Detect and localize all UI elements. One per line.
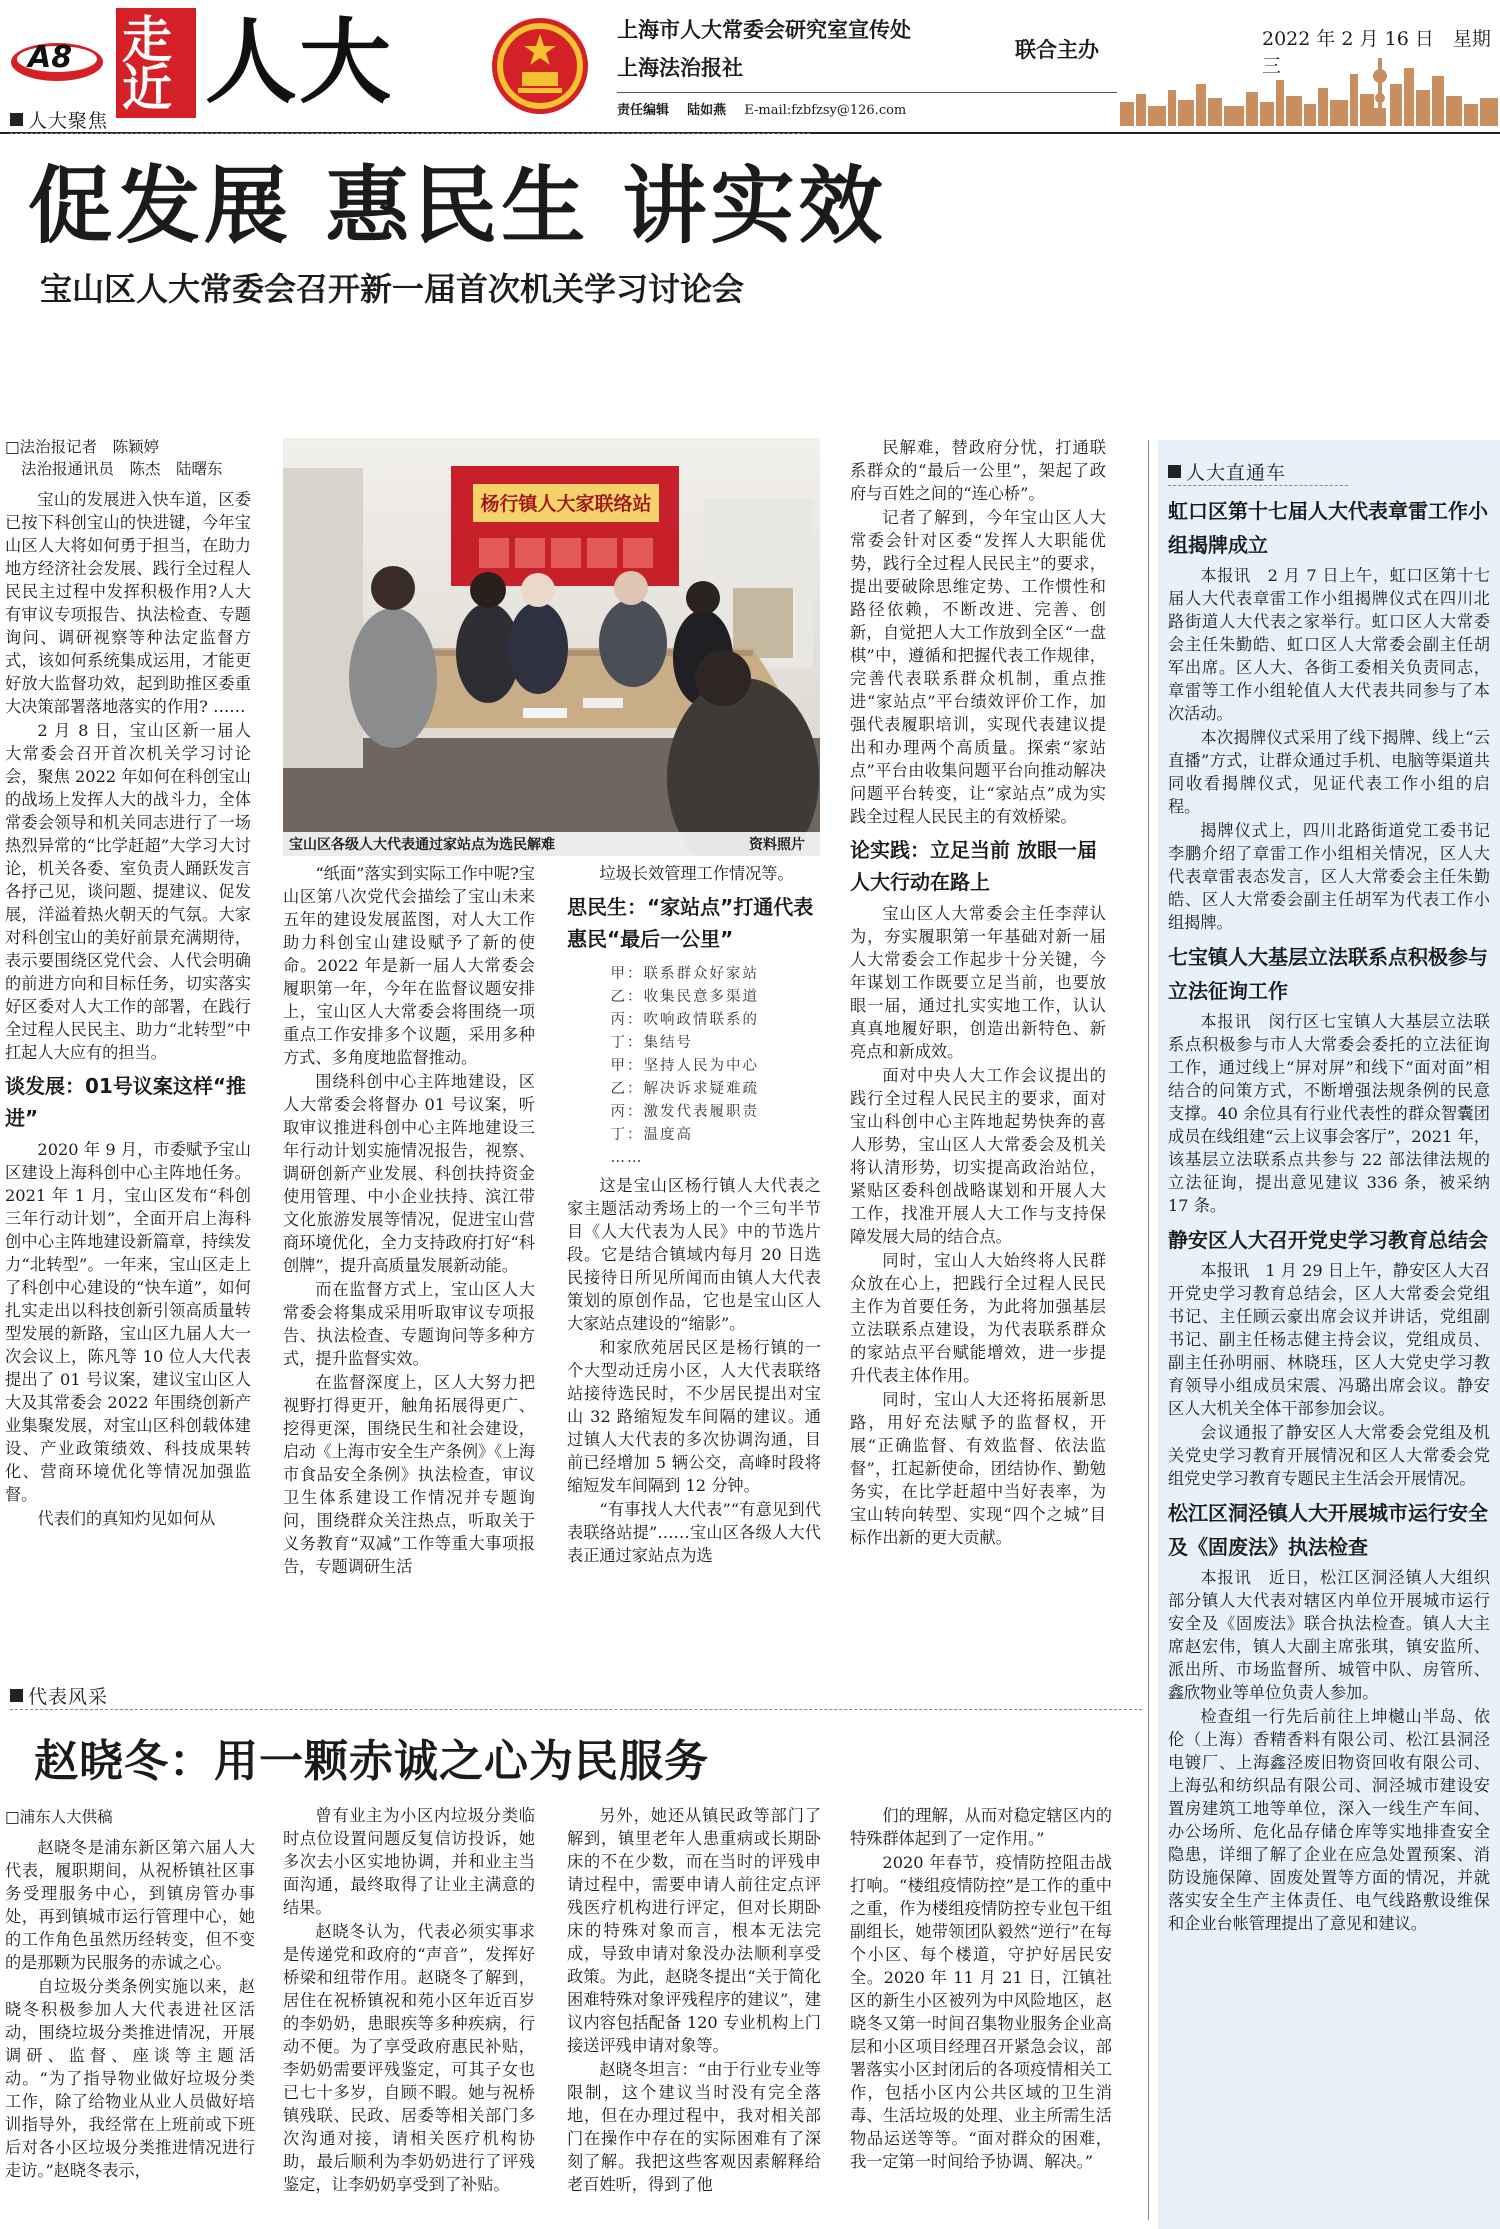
paragraph: 同时，宝山人大始终将人民群众放在心上，把践行全过程人民民主作为首要任务，为此将加强基层立法联系点建设，为代表联系群众的家站点平台赋能增效，进一步提升代表主体作用。 (850, 1251, 1106, 1385)
poem-line: 丁：温度高 (610, 1127, 693, 1143)
paragraph: 2020 年春节，疫情防控阻击战打响。“楼组疫情防控”是工作的重中之重，作为楼组疫情防控专业包干组副组长，她带领团队毅然“逆行”在每个小区、每个楼道，守护好居民安全。2020 年 11 月 21 日，江镇社区的新生小区被列为中风险地区，赵晓冬又第一时间召集物业服务企业高层和小区项目经理召开紧急会议，部署落实小区封闭后的各项疫情相关工作，包括小区内公共区域的卫生消毒、生活垃圾的处理、业主所需生活物品运送等等。“面对群众的困难，我一定第一时间给予协调、解决。” (850, 1853, 1112, 2171)
photo-caption: 宝山区各级人大代表通过家站点为选民解难 (289, 837, 555, 853)
sidebar-paragraph: 本报讯 2 月 7 日上午，虹口区第十七届人大代表章雷工作小组揭牌仪式在四川北路街道人大代表之家举行。虹口区人大常委会主任朱勤皓、虹口区人大常委会副主任胡军出席。区人大、各街工委相关负责同志，章雷等工作小组轮值人大代表共同参与了本次活动。 (1168, 566, 1490, 723)
paragraph: “纸面”落实到实际工作中呢?宝山区第八次党代会描绘了宝山未来五年的建设发展蓝图，对人大工作助力科创宝山建设赋予了新的使命。2022 年是新一届人大常委会履职第一年，今年在监督议题安排上，宝山区人大常委会将围绕一项重点工作安排多个议题，采用多种方式、多角度地监督推动。 (283, 864, 535, 1067)
lead-byline (5, 436, 255, 480)
org-line-2: 上海法治报社 (617, 56, 743, 80)
sidebar-paragraph: 检查组一行先后前往上坤樾山半岛、依伦（上海）香精香料有限公司、松江县洞泾电镀厂、上海鑫泾废旧物资回收有限公司、上海弘和纺织品有限公司、洞泾城市建设安置房建筑工地等单位，深入一线生产车间、办公场所、危化品存储仓库等实地排查安全隐患，详细了解了企业在应急处置预案、消防设施保障、固废处置等方面的情况，并就落实安全生产主体责任、电气线路敷设维保和企业台帐管理提出了意见和建议。 (1168, 1707, 1490, 1933)
paragraph: 赵晓冬是浦东新区第六届人大代表，履职期间，从祝桥镇社区事务受理服务中心，到镇房管办事处，再到镇城市运行管理中心，她的工作角色虽然历经转变，但不变的是那颗为民服务的赤诚之心。 (5, 1838, 255, 1972)
paragraph: 赵晓冬认为，代表必须实事求是传递党和政府的“声音”，发挥好桥梁和纽带作用。赵晓冬了解到，居住在祝桥镇祝和苑小区年近百岁的李奶奶，患眼疾等多种疾病，行动不便。为了享受政府惠民补贴，李奶奶需要评残鉴定，可其子女也已七十多岁，自顾不暇。她与祝桥镇残联、民政、居委等相关部门多次沟通对接，请相关医疗机构协助，最后顺利为李奶奶进行了评残鉴定，让李奶奶享受到了补贴。 (283, 1922, 535, 2194)
paragraph: 曾有业主为小区内垃圾分类临时点位设置问题反复信访投诉，她多次去小区实地协调，并和业主当面沟通，最终取得了让业主满意的结果。 (283, 1806, 535, 1917)
emblem-icon (490, 16, 590, 116)
sidebar-paragraph: 本报讯 近日，松江区洞泾镇人大组织部分镇人大代表对辖区内单位开展城市运行安全及《固废法》联合执法检查。镇人大主席赵宏伟，镇人大副主席张琪，镇安监所、派出所、市场监督所、城管中队、房管所、鑫欣物业等单位负责人参加。 (1168, 1568, 1490, 1702)
paragraph: 围绕科创中心主阵地建设，区人大常委会将督办 01 号议案，听取审议推进科创中心主阵地建设三年行动计划实施情况报告，视察、调研创新产业发展、科创扶持资金使用管理、中小企业扶持、滨江带文化旅游发展等情况，促进宝山营商环境优化，全力支持政府打好“科创牌”，提升高质量发展新动能。 (283, 1072, 535, 1275)
section-square-icon (1168, 465, 1181, 478)
paragraph: 这是宝山区杨行镇人大代表之家主题活动秀场上的一个三句半节目《人大代表为人民》中的节选片段。它是结合镇域内每月 20 日选民接待日所见所闻而由镇人大代表策划的原创作品，它也是宝山区人大家站点建设的“缩影”。 (567, 1176, 821, 1333)
meeting-photo (283, 438, 820, 856)
sidebar-paragraph: 揭牌仪式上，四川北路街道党工委书记李鹏介绍了章雷工作小组相关情况，区人大代表章雷表态发言，区人大常委会主任朱勤皓、区人大常委会副主任胡军为代表工作小组揭牌。 (1168, 821, 1490, 932)
skyline-graphic (1120, 54, 1498, 126)
paragraph: 们的理解，从而对稳定辖区内的特殊群体起到了一定作用。” (850, 1806, 1112, 1848)
sidebar-paragraph: 会议通报了静安区人大常委会党组及机关党史学习教育开展情况和区人大常委会党组党史学习教育专题民主生活会开展情况。 (1168, 1423, 1490, 1488)
paragraph: 民解难，替政府分忧，打通联系群众的“最后一公里”，架起了政府与百姓之间的“连心桥”。 (850, 438, 1106, 503)
rep-byline: □浦东人大供稿 (5, 1808, 113, 1826)
paragraph: 面对中央人大工作会议提出的践行全过程人民民主的要求，面对宝山科创中心主阵地起势快奔的喜人形势，宝山区人大常委会及机关将认清形势，切实提高政治站位，紧贴区委科创战略谋划和开展人大工作，找准开展人大工作与支持保障发展大局的结合点。 (850, 1066, 1106, 1246)
section-tag-rep (10, 1680, 1142, 1710)
sidebar-item-title: 松江区洞泾镇人大开展城市运行安全及《固废法》执法检查 (1168, 1501, 1488, 1559)
poem-line: 丙：吹响政情联系的 (610, 1012, 759, 1028)
lead-column-3 (567, 862, 821, 1634)
renda-title: 人大 (205, 9, 394, 116)
paragraph: 2020 年 9 月，市委赋予宝山区建设上海科创中心主阵地任务。2021 年 1 月，宝山区发布“科创三年行动计划”，全面开启上海科创中心主阵地建设新篇章，持续发力“北转型”。一年来，宝山区走上了科创中心建设的“快车道”，如何扎实走出以科技创新引领高质量转型发展的新路，宝山区九届人大一次会议上，陈凡等 10 位人大代表提出了 01 号议案，建议宝山区人大及其常委会 2022 年围绕创新产业集聚发展，对宝山区科创载体建设、产业政策绩效、科技成果转化、营商环境优化等情况加强监督。 (5, 1140, 251, 1504)
editor-label: 责任编辑 (617, 103, 670, 118)
national-emblem (490, 16, 590, 116)
paragraph: 而在监督方式上，宝山区人大常委会将集成采用听取审议专项报告、执法检查、专题询问等多种方式，提升监督实效。 (283, 1280, 535, 1368)
paragraph: 在监督深度上，区人大努力把视野打得更开，触角拓展得更广、挖得更深，围绕民生和社会建设，启动《上海市安全生产条例》《上海市食品安全条例》执法检查，审议卫生体系建设工作情况并专题询问，围绕群众关注热点，听取关于义务教育“双减”工作等重大事项报告，专题调研生活 (283, 1373, 535, 1576)
date-line: 2022 年 2 月 16 日 星期三 (1262, 28, 1491, 77)
section-tag-sidebar (1168, 456, 1348, 486)
rep-column-2 (283, 1804, 535, 2229)
zoujin-char-1: 走 (122, 11, 172, 69)
paragraph: 垃圾长效管理工作情况等。 (599, 864, 794, 883)
editor-name: 陆如燕 (687, 103, 727, 118)
paragraph: 和家欣苑居民区是杨行镇的一个大型动迁房小区，人大代表联络站接待选民时，不少居民提出对宝山 32 路缩短发车间隔的建议。通过镇人大代表的多次协调沟通，目前已经增加 5 辆公交，高峰时段将缩短发车间隔到 12 分钟。 (567, 1338, 821, 1495)
rep-column-1 (5, 1836, 255, 2229)
poem-line: 丙：激发代表履职责 (610, 1104, 759, 1120)
lead-column-4 (850, 436, 1106, 1634)
paragraph: 代表们的真知灼见如何从 (37, 1509, 216, 1528)
paragraph: “有事找人大代表”“有意见到代表联络站提”……宝山区各级人大代表正通过家站点为选 (567, 1500, 821, 1565)
page-number-badge (8, 26, 106, 92)
sidebar-paragraph: 本报讯 1 月 29 日上午，静安区人大召开党史学习教育总结会，区人大常委会党组书记、主任顾云豪出席会议并讲话，党组副书记、副主任杨志健主持会议，党组成员、副主任孙明丽、林晓珏，区人大党史学习教育领导小组成员宋震、冯璐出席会议。静安区人大机关全体干部参加会议。 (1168, 1261, 1490, 1418)
photo-credit: 资料照片 (749, 837, 805, 853)
sidebar-item-title: 虹口区第十七届人大代表章雷工作小组揭牌成立 (1168, 499, 1488, 557)
skyline-icon (1120, 54, 1498, 126)
paragraph: 另外，她还从镇民政等部门了解到，镇里老年人患重病或长期卧床的不在少数，而在当时的评残申请过程中，需要申请人前往定点评残医疗机构进行评定，但对长期卧床的特殊对象而言，根本无法完成，导致申请对象没办法顺利享受政策。为此，赵晓冬提出“关于简化困难特殊对象评残程序的建议”，建议内容包括配备 120 专业机构上门接送评残申请对象等。 (567, 1806, 821, 2055)
paragraph: 自垃圾分类条例实施以来，赵晓冬积极参加人大代表进社区活动，围绕垃圾分类推进情况，开展调研、监督、座谈等主题活动。“为了指导物业做好垃圾分类工作，除了给物业从业人员做好培训指导外，我经常在上班前或下班后对各小区垃圾分类推进情况进行走访。”赵晓冬表示， (5, 1977, 255, 2180)
lead-column-1 (5, 488, 251, 1634)
rep-headline: 赵晓冬：用一颗赤诚之心为民服务 (34, 1736, 709, 1787)
sidebar-item-title: 七宝镇人大基层立法联系点积极参与立法征询工作 (1168, 945, 1488, 1003)
zoujin-char-2: 近 (122, 59, 172, 117)
poem-line: 乙：解决诉求疑难疏 (610, 1081, 759, 1097)
poem-line: …… (610, 1150, 644, 1166)
poem-line: 乙：收集民意多渠道 (610, 989, 759, 1005)
section-square-icon (10, 1689, 23, 1702)
lead-column-2 (283, 862, 535, 1634)
sidebar-item-title: 静安区人大召开党史学习教育总结会 (1168, 1228, 1488, 1252)
section-tag-label: 人大聚焦 (28, 109, 109, 132)
rep-section-label: 代表风采 (28, 1685, 109, 1708)
poem-line: 丁：集结号 (610, 1035, 693, 1051)
lead-subhead-livelihood: 思民生：“家站点”打通代表惠民“最后一公里” (567, 895, 814, 951)
lead-subhead: 宝山区人大常委会召开新一届首次机关学习讨论会 (40, 270, 745, 308)
lead-photo (283, 438, 820, 856)
sidebar-paragraph: 本报讯 闵行区七宝镇人大基层立法联系点积极参与市人大常委会委托的立法征询工作，通过线上“屏对屏”和线下“面对面”相结合的问策方式，不断增强法规条例的民意支撑。40 余位具有行业代表性的群众智囊团成员在线组建“云上议事会客厅”，2021 年，该基层立法联系点共参与 22 部法律法规的立法征询，提出意见建议 336 条，被采纳 17 条。 (1168, 1012, 1490, 1215)
zoujin-block (116, 8, 196, 118)
paragraph: 宝山的发展进入快车道，区委已按下科创宝山的快进键，今年宝山区人大将如何勇于担当，在助力地方经济社会发展、践行全过程人民民主过程中发挥积极作用?人大有审议专项报告、执法检查、专题询问、调研视察等种法定监督方式，该如何系统集成运用，才能更好放大监督功效，起到助推区委重大决策部署落地落实的作用? …… (5, 490, 251, 716)
photo-banner-text: 杨行镇人大家联络站 (480, 493, 652, 515)
paragraph: 2 月 8 日，宝山区新一届人大常委会召开首次机关学习讨论会，聚焦 2022 年如何在科创宝山的战场上发挥人大的战斗力，全体常委会领导和机关同志进行了一场热烈异常的“比学赶超”大学习大讨论，机关各委、室负责人踊跃发言各抒己见，谈问题、提建议、促发展，洋溢着热火朝天的气氛。大家对科创宝山的美好前景充满期待，表示要围绕区党代会、人代会明确的前进方向和目标任务，切实落实好区委对人大工作的部署，在践行全过程人民民主、助力“北转型”中扛起人大应有的担当。 (5, 721, 251, 1062)
paragraph: 宝山区人大常委会主任李萍认为，夯实履职第一年基础对新一届人大常委会工作起步十分关键，今年谋划工作既要立足当前，也要放眼一届，通过扎实实地工作，认认真真地履好职，创造出新特色、新亮点和新成效。 (850, 904, 1106, 1061)
byline-correspondent: 法治报通讯员 陈杰 陆曙东 (21, 460, 223, 478)
page-number: A8 (28, 40, 73, 75)
poem-line: 甲：坚持人民为中心 (610, 1058, 759, 1074)
lead-headline: 促发展 惠民生 讲实效 (28, 157, 887, 255)
column-divider (1148, 440, 1149, 2220)
joint-sponsor: 联合主办 (1015, 38, 1099, 62)
sidebar-express (1158, 440, 1500, 2229)
editor-email: E-mail:fzbfzsy@126.com (744, 103, 907, 118)
org-line-1: 上海市人大常委会研究室宣传处 (617, 18, 911, 42)
paragraph: 赵晓冬坦言：“由于行业专业等限制，这个建议当时没有完全落地，但在办理过程中，我对相关部门在操作中存在的实际困难有了深刻了解。我把这些客观因素解释给老百姓听，得到了他 (567, 2060, 821, 2194)
paragraph: 同时，宝山人大还将拓展新思路，用好充法赋予的监督权，开展“正确监督、有效监督、依法监督”，扛起新使命，团结协作、勤勉务实，在比学赶超中当好表率，为宝山转向转型、实现“四个之城”目标作出新的更大贡献。 (850, 1390, 1106, 1547)
byline-reporter: □法治报记者 陈颖婷 (5, 438, 160, 456)
section-square-icon (10, 113, 23, 126)
poem-line: 甲：联系群众好家站 (610, 966, 759, 982)
paragraph: 记者了解到，今年宝山区人大常委会针对区委“发挥人大职能优势，践行全过程人民民主”的要求，提出要破除思维定势、工作惯性和路径依赖，不断改进、完善、创新，自觉把人大工作放到全区“一盘棋”中，遵循和把握代表工作规律，完善代表联系群众机制，重点推进“家站点”平台绩效评价工作，加强代表履职培训，实现代表建议提出和办理两个高质量。探索“家站点”平台由收集问题平台向推动解决问题平台转变，让“家站点”成为实践全过程人民民主的有效桥梁。 (850, 508, 1106, 826)
lead-subhead-practice: 论实践：立足当前 放眼一届 人大行动在路上 (850, 838, 1097, 894)
sidebar-paragraph: 本次揭牌仪式采用了线下揭牌、线上“云直播”方式，让群众通过手机、电脑等渠道共同收看揭牌仪式，见证代表工作小组的启程。 (1168, 728, 1490, 816)
rep-column-3 (567, 1804, 821, 2229)
sidebar-section-label: 人大直通车 (1186, 461, 1287, 484)
lead-subhead-discuss: 谈发展：01号议案这样“推进” (5, 1074, 246, 1130)
rep-column-4 (850, 1804, 1112, 2229)
section-tag-lead (10, 104, 810, 134)
